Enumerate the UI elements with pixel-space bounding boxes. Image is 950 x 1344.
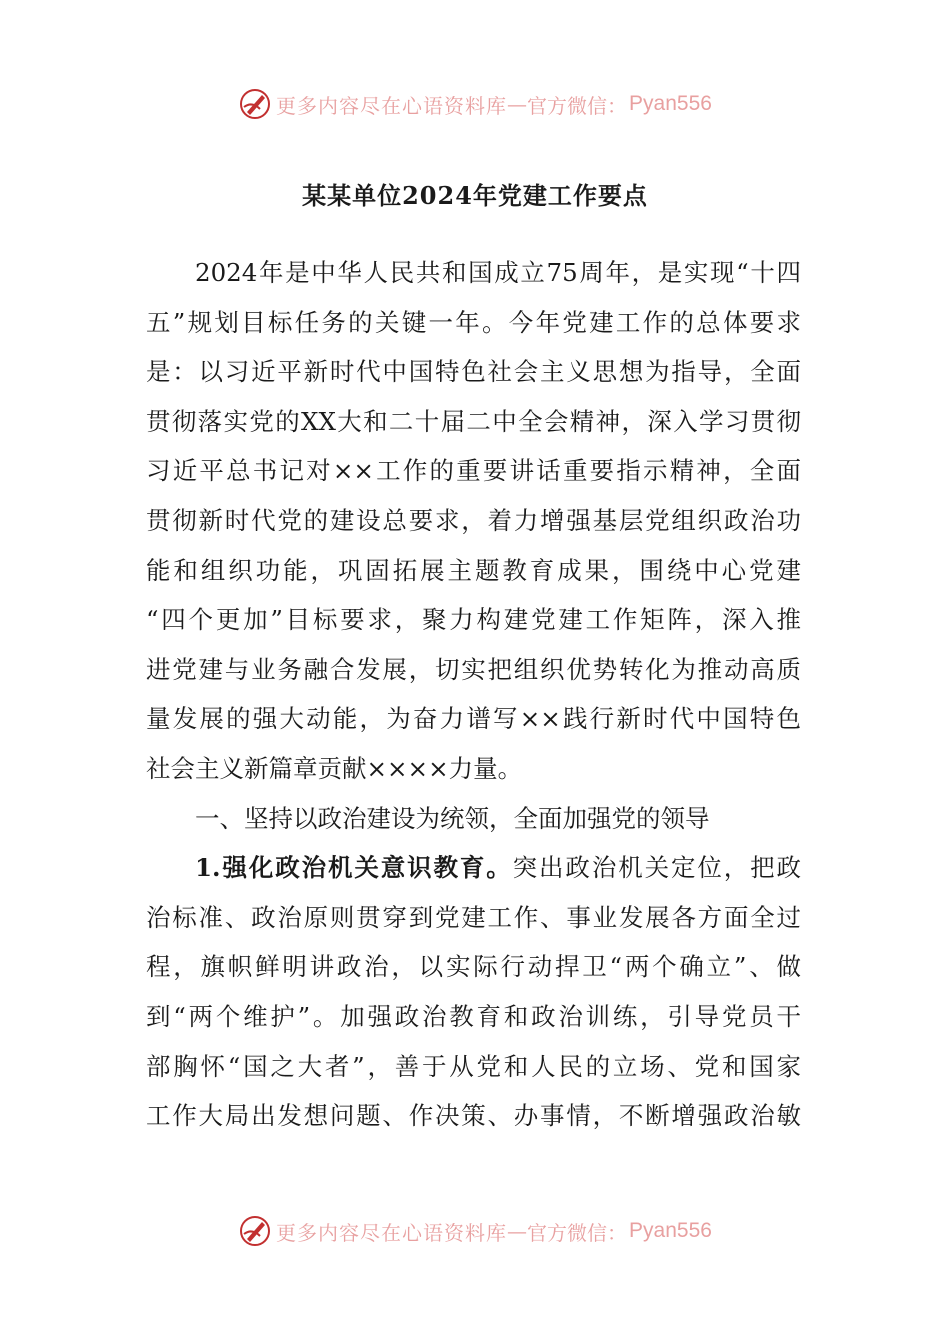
item-first-line-text: 突出政治机关定位，把政 bbox=[512, 853, 801, 883]
paragraph-line: 部胸怀“国之大者”，善于从党和人民的立场、党和国家 bbox=[146, 1051, 801, 1081]
paragraph-line: 2024年是中华人民共和国成立75周年，是实现“十四 bbox=[195, 258, 801, 287]
watermark-wechat-label: 官方微信： bbox=[527, 93, 628, 118]
paragraph-line: 贯彻落实党的XX大和二十届二中全会精神，深入学习贯彻 bbox=[146, 406, 801, 436]
paragraph-line: 治标准、政治原则贯穿到党建工作、事业发展各方面全过 bbox=[146, 902, 801, 932]
watermark-banner-top bbox=[0, 84, 950, 124]
paragraph-line: 进党建与业务融合发展，切实把组织优势转化为推动高质 bbox=[146, 654, 801, 684]
document-title: 某某单位2024年党建工作要点 bbox=[302, 181, 648, 210]
paragraph-line: 量发展的强大动能，为奋力谱写××践行新时代中国特色 bbox=[146, 704, 801, 734]
paragraph-line: 工作大局出发想问题、作决策、办事情，不断增强政治敏 bbox=[146, 1101, 801, 1131]
paragraph-line: 程，旗帜鲜明讲政治，以实际行动捍卫“两个确立”、做 bbox=[146, 952, 801, 982]
pen-logo-icon bbox=[238, 87, 272, 121]
watermark-brand: 更多内容尽在心语资料库 bbox=[276, 93, 508, 118]
watermark-brand: 更多内容尽在心语资料库 bbox=[276, 1220, 508, 1245]
paragraph-line: “四个更加”目标要求，聚力构建党建工作矩阵，深入推 bbox=[146, 605, 801, 635]
item-heading: 1.强化政治机关意识教育。 bbox=[195, 853, 513, 883]
watermark-separator: — bbox=[507, 1219, 528, 1243]
item-first-line bbox=[146, 843, 801, 893]
watermark-wechat-id: Pyan556 bbox=[629, 92, 712, 115]
watermark-wechat-label: 官方微信： bbox=[527, 1220, 628, 1245]
paragraph-line: 到“两个维护”。加强政治教育和政治训练，引导党员干 bbox=[146, 1001, 801, 1031]
pen-logo-icon bbox=[238, 1214, 272, 1248]
document-body bbox=[146, 248, 801, 1141]
paragraph-line: 是：以习近平新时代中国特色社会主义思想为指导，全面 bbox=[146, 357, 801, 387]
paragraph-line: 贯彻新时代党的建设总要求，着力增强基层党组织政治功 bbox=[146, 505, 801, 535]
paragraph-line: 习近平总书记对××工作的重要讲话重要指示精神，全面 bbox=[146, 456, 801, 486]
paragraph-line: 能和组织功能，巩固拓展主题教育成果，围绕中心党建 bbox=[146, 555, 801, 585]
watermark-banner-bottom bbox=[0, 1211, 950, 1251]
paragraph-line: 五”规划目标任务的关键一年。今年党建工作的总体要求 bbox=[146, 307, 801, 337]
watermark-separator: — bbox=[507, 92, 528, 116]
section-heading: 一、坚持以政治建设为统领，全面加强党的领导 bbox=[195, 803, 710, 833]
watermark-wechat-id: Pyan556 bbox=[629, 1219, 712, 1242]
paragraph-line: 社会主义新篇章贡献××××力量。 bbox=[146, 753, 523, 783]
